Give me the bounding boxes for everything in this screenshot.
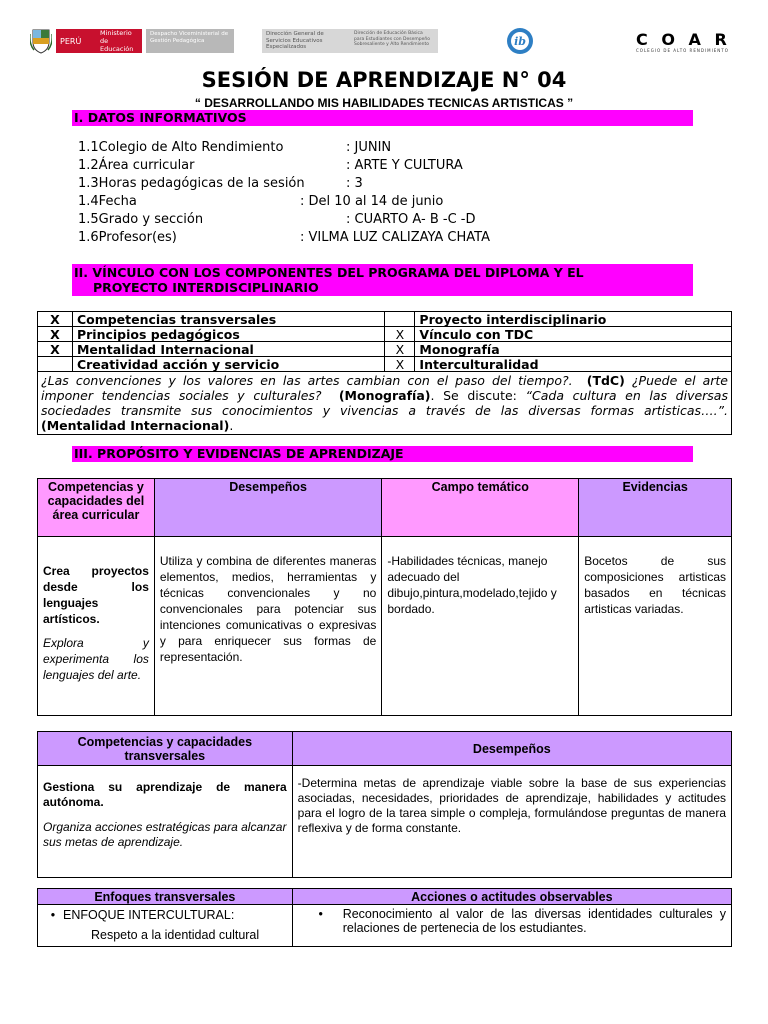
- direccion-basica-logo: Dirección de Educación Básica para Estudiantes con Desempeño Sobresaliente y Alto Rendimiento: [350, 29, 438, 53]
- table-row: [38, 357, 732, 372]
- datos-informativos: [78, 140, 698, 250]
- direccion-general-logo: Dirección General de Servicios Educativos Especializados: [262, 29, 350, 53]
- info-label: 1.3Horas pedagógicas de la sesión: [78, 176, 305, 191]
- page-subtitle: “ DESARROLLANDO MIS HABILIDADES TECNICAS ARTISTICAS ”: [194, 96, 574, 110]
- header-logos: [30, 26, 740, 58]
- column-header: Campo temático: [382, 479, 579, 537]
- info-label: 1.6Profesor(es): [78, 230, 177, 245]
- ministerio-logo: [56, 29, 134, 53]
- info-label: 1.5Grado y sección: [78, 212, 204, 227]
- table-cell: X: [38, 327, 73, 342]
- table-row: [38, 342, 732, 357]
- accion-cell: • Reconocimiento al valor de las diversas identidades culturales y relaciones de pertenecia de los estudiantes.: [292, 905, 731, 947]
- table-cell: Mentalidad Internacional: [72, 342, 385, 357]
- table-cell: Competencias transversales: [72, 312, 385, 327]
- vinculo-paragraph: ¿Las convenciones y los valores en las artes cambian con el paso del tiempo?. (TdC) ¿Puede el arte imponer tendencias sociales y culturales? (Monografía). Se discute: “Cada cultura en las diversas sociedades transmite sus conocimientos y vivencias a través de las diversas formas artisticas….”. (Mentalidad Internacional).: [38, 372, 732, 435]
- enfoques-table: [37, 888, 732, 947]
- column-header: Competencias y capacidades del área curricular: [38, 479, 155, 537]
- desempeno-cell: Utiliza y combina de diferentes maneras elementos, medios, herramientas y técnicas convencionales y no convencionales para potenciar sus intenciones comunicativas o expresivas y para enriquecer sus formas de representación.: [154, 537, 381, 716]
- table-row: [38, 312, 732, 327]
- ministerio-label: Ministerio de Educación: [98, 29, 142, 53]
- column-header: Enfoques transversales: [38, 889, 293, 905]
- svg-text:ib: ib: [514, 35, 526, 48]
- enfoque-cell: • ENFOQUE INTERCULTURAL: Respeto a la identidad cultural: [38, 905, 293, 947]
- proposito-table: [37, 478, 732, 716]
- competencia-cell: Crea proyectos desde los lenguajes artísticos. Explora y experimenta los lenguajes del arte.: [38, 537, 155, 716]
- column-header: Competencias y capacidades transversales: [38, 732, 293, 766]
- bullet-icon: •: [50, 908, 56, 922]
- info-value: : CUARTO A- B -C -D: [346, 212, 476, 227]
- despacho-logo: Despacho Viceministerial de Gestión Pedagógica: [146, 29, 234, 53]
- peru-shield-icon: [30, 28, 52, 54]
- info-label: 1.4Fecha: [78, 194, 137, 209]
- evidencias-cell: Bocetos de sus composiciones artisticas basados en técnicas artisticas variadas.: [579, 537, 732, 716]
- coar-logo: C O A R: [636, 30, 731, 49]
- table-header-row: [38, 732, 732, 766]
- bullet-icon: •: [318, 907, 323, 921]
- campo-tematico-cell: -Habilidades técnicas, manejo adecuado del dibujo,pintura,modelado,tejido y bordado.: [382, 537, 579, 716]
- section3-heading: III. PROPÓSITO Y EVIDENCIAS DE APRENDIZAJE: [72, 446, 693, 462]
- info-value: : ARTE Y CULTURA: [346, 158, 463, 173]
- table-cell: X: [385, 357, 415, 372]
- ib-logo-icon: [504, 26, 536, 56]
- column-header: Desempeños: [292, 732, 731, 766]
- table-row: [38, 372, 732, 435]
- info-value: : 3: [346, 176, 363, 191]
- table-cell: Interculturalidad: [415, 357, 732, 372]
- section1-heading: I. DATOS INFORMATIVOS: [72, 110, 693, 126]
- column-header: Acciones o actitudes observables: [292, 889, 731, 905]
- table-cell: [38, 357, 73, 372]
- table-row: [38, 766, 732, 878]
- competencia-transversal-cell: Gestiona su aprendizaje de manera autónoma. Organiza acciones estratégicas para alcanzar sus metas de aprendizaje.: [38, 766, 293, 878]
- peru-label: PERÚ: [60, 36, 82, 46]
- table-cell: Vínculo con TDC: [415, 327, 732, 342]
- table-cell: Monografía: [415, 342, 732, 357]
- coar-subtitle: COLEGIO DE ALTO RENDIMIENTO: [636, 48, 729, 53]
- column-header: Evidencias: [579, 479, 732, 537]
- table-cell: X: [38, 342, 73, 357]
- table-cell: [385, 312, 415, 327]
- info-label: 1.1Colegio de Alto Rendimiento: [78, 140, 284, 155]
- table-cell: X: [385, 342, 415, 357]
- table-cell: Proyecto interdisciplinario: [415, 312, 732, 327]
- table-cell: Principios pedagógicos: [72, 327, 385, 342]
- column-header: Desempeños: [154, 479, 381, 537]
- table-cell: X: [385, 327, 415, 342]
- table-row: [38, 537, 732, 716]
- table-cell: Creatividad acción y servicio: [72, 357, 385, 372]
- info-value: : VILMA LUZ CALIZAYA CHATA: [300, 230, 490, 245]
- table-cell: X: [38, 312, 73, 327]
- info-label: 1.2Área curricular: [78, 158, 195, 173]
- page-title: SESIÓN DE APRENDIZAJE N° 04: [201, 68, 567, 92]
- table-header-row: [38, 479, 732, 537]
- info-value: : JUNIN: [346, 140, 392, 155]
- competencias-transversales-table: [37, 731, 732, 878]
- section2-heading: II. VÍNCULO CON LOS COMPONENTES DEL PROGRAMA DEL DIPLOMA Y EL PROYECTO INTERDISCIPLINARIO: [72, 264, 693, 296]
- table-header-row: [38, 889, 732, 905]
- table-row: [38, 905, 732, 947]
- info-value: : Del 10 al 14 de junio: [300, 194, 444, 209]
- vinculo-table: [37, 311, 732, 435]
- table-row: [38, 327, 732, 342]
- desempeno-transversal-cell: -Determina metas de aprendizaje viable sobre la base de sus experiencias asociadas, necesidades, prioridades de aprendizaje, habilidades y actitudes para el logro de la tarea simple o compleja, formulándose preguntas de manera reflexiva y de forma constante.: [292, 766, 731, 878]
